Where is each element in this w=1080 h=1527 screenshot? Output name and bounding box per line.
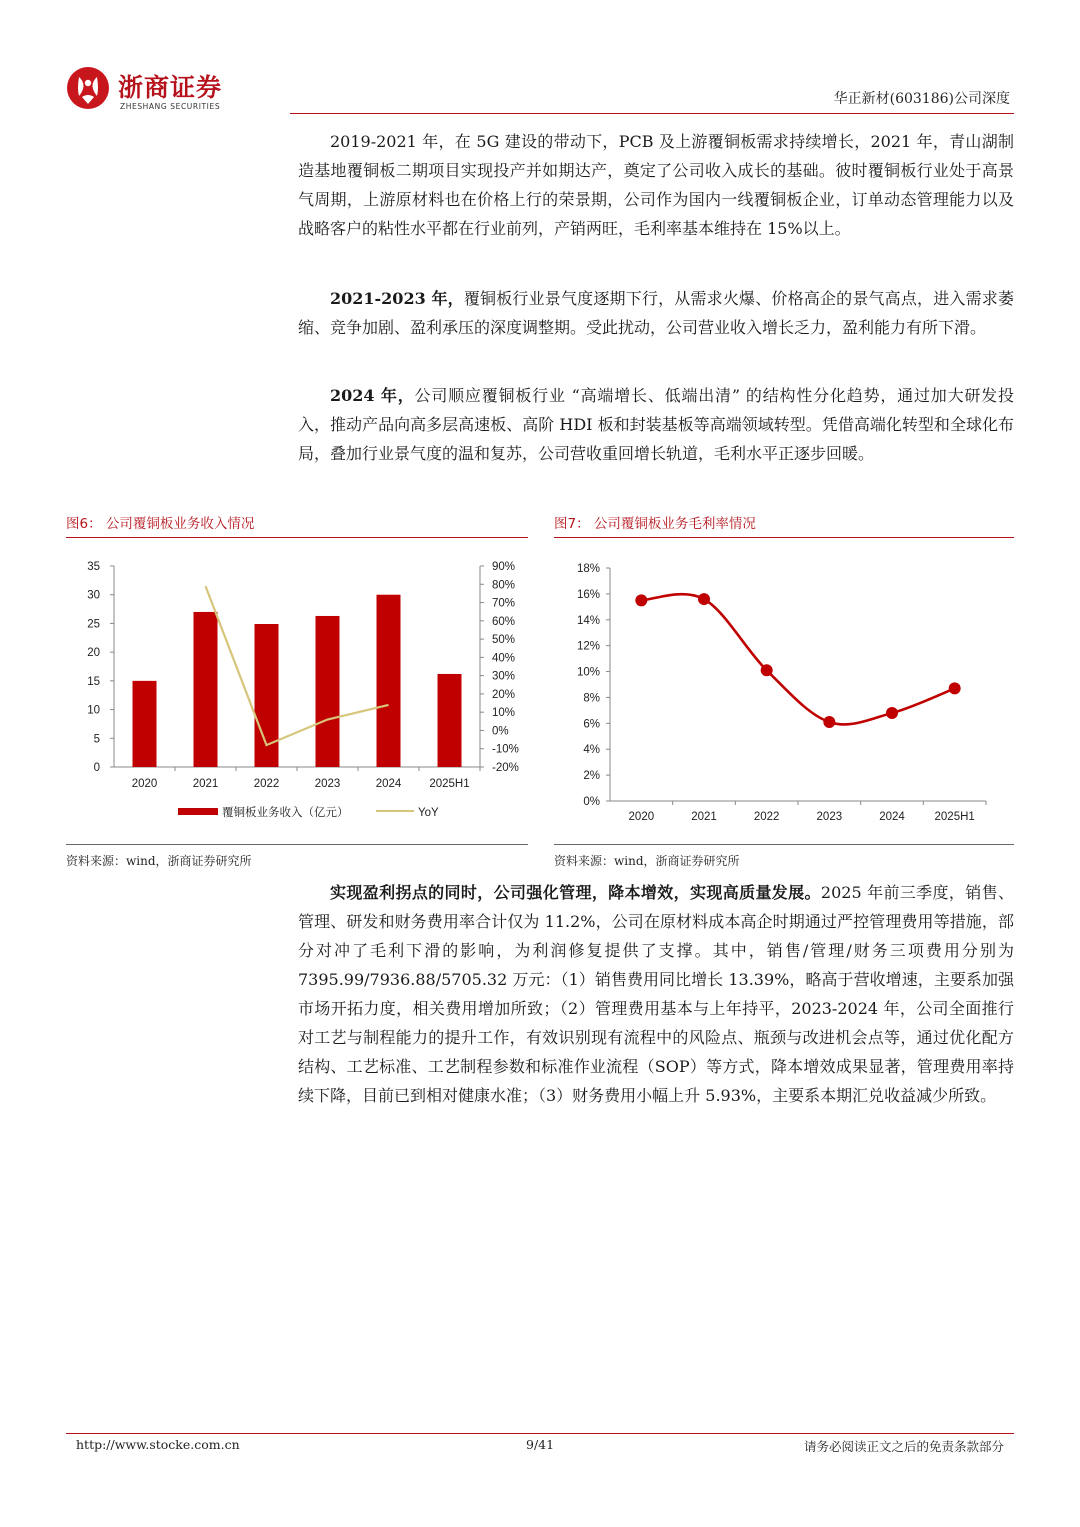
page-number: 9/41 <box>526 1437 555 1452</box>
legend-label-yoy: YoY <box>418 807 439 819</box>
y-tick-label: 20 <box>87 647 100 660</box>
y2-tick-label: 60% <box>492 615 516 628</box>
figure-6-top-rule <box>66 537 528 538</box>
paragraph-4 <box>298 878 1014 1110</box>
y-tick-label: 0% <box>583 796 600 808</box>
x-tick-label: 2020 <box>628 811 655 823</box>
footer-divider <box>66 1433 1014 1434</box>
revenue-bar <box>377 595 401 767</box>
y2-tick-label: -20% <box>492 762 519 774</box>
y-tick-label: 10 <box>87 704 100 717</box>
revenue-bar <box>194 612 218 767</box>
x-tick-label: 2022 <box>753 811 780 823</box>
y2-tick-label: 50% <box>492 634 516 647</box>
gross-margin-point <box>635 594 647 606</box>
paragraph-lead: 实现盈利拐点的同时，公司强化管理，降本增效，实现高质量发展。 <box>330 883 821 902</box>
revenue-bar <box>133 681 157 767</box>
legend-swatch-revenue <box>178 808 218 815</box>
paragraph-2 <box>298 284 1014 342</box>
paragraph-lead: 2024 年， <box>330 386 415 405</box>
x-tick-label: 2025H1 <box>934 811 975 823</box>
legend-label-revenue: 覆铜板业务收入（亿元） <box>222 807 349 819</box>
figure-7-source: 资料来源：wind，浙商证券研究所 <box>554 854 740 868</box>
yoy-line <box>206 586 389 745</box>
revenue-bar <box>438 674 462 767</box>
figure-6-source: 资料来源：wind，浙商证券研究所 <box>66 854 252 868</box>
paragraph-text: 覆铜板行业景气度逐期下行，从需求火爆、价格高企的景气高点，进入需求萎缩、竞争加剧、盈利承压的深度调整期。受此扰动，公司营业收入增长乏力，盈利能力有所下滑。 <box>298 289 1014 337</box>
y2-tick-label: 20% <box>492 688 516 701</box>
y-tick-label: 6% <box>583 718 600 731</box>
gross-margin-chart <box>554 545 1014 837</box>
y-tick-label: 30 <box>87 589 100 602</box>
y-tick-label: 8% <box>583 692 600 705</box>
gross-margin-point <box>761 664 773 676</box>
paragraph-text: 公司顺应覆铜板行业 “高端增长、低端出清” 的结构性分化趋势，通过加大研发投入，推动产品向高多层高速板、高阶 HDI 板和封装基板等高端领域转型。凭借高端化转型和全球化布局，叠加行业景气度的温和复苏，公司营收重回增长轨道，毛利水平正逐步回暖。 <box>298 386 1014 463</box>
y-tick-label: 18% <box>576 563 600 575</box>
y2-tick-label: 10% <box>492 707 516 720</box>
figure-7-bottom-rule <box>554 844 1014 845</box>
y-tick-label: 5 <box>93 733 100 746</box>
figure-7-title: 图7： 公司覆铜板业务毛利率情况 <box>554 516 756 532</box>
y2-tick-label: 40% <box>492 652 516 665</box>
figure-6-title: 图6： 公司覆铜板业务收入情况 <box>66 516 255 532</box>
x-tick-label: 2023 <box>816 811 843 823</box>
x-tick-label: 2022 <box>253 778 280 790</box>
logo-emblem-icon <box>66 66 110 110</box>
company-logo <box>66 66 266 118</box>
paragraph-text: 2019-2021 年，在 5G 建设的带动下，PCB 及上游覆铜板需求持续增长，2021 年，青山湖制造基地覆铜板二期项目实现投产并如期达产，奠定了公司收入成长的基础。彼时覆铜板行业处于高景气周期，上游原材料也在价格上行的荣景期，公司作为国内一线覆铜板企业，订单动态管理能力以及战略客户的粘性水平都在行业前列，产销两旺，毛利率基本维持在 15%以上。 <box>298 132 1014 238</box>
y-tick-label: 2% <box>583 770 600 783</box>
x-tick-label: 2024 <box>879 811 905 823</box>
y2-tick-label: -10% <box>492 743 519 756</box>
y-tick-label: 16% <box>576 588 600 601</box>
footer-url[interactable]: http://www.stocke.com.cn <box>76 1437 240 1452</box>
paragraph-1 <box>298 127 1014 243</box>
logo-text: 浙商证券 <box>118 73 223 102</box>
document-title: 华正新材(603186)公司深度 <box>833 91 1010 107</box>
y2-tick-label: 30% <box>492 670 516 683</box>
y2-tick-label: 90% <box>492 561 516 573</box>
gross-margin-point <box>949 682 961 694</box>
gross-margin-line <box>641 594 954 724</box>
y-tick-label: 10% <box>576 666 600 679</box>
figure-6-bottom-rule <box>66 844 528 845</box>
y-tick-label: 12% <box>576 640 600 653</box>
x-tick-label: 2025H1 <box>429 778 470 790</box>
gross-margin-point <box>698 593 710 605</box>
x-tick-label: 2023 <box>314 778 341 790</box>
y-tick-label: 14% <box>576 614 600 627</box>
footer-disclaimer: 请务必阅读正文之后的免责条款部分 <box>803 1439 1004 1454</box>
revenue-chart <box>66 545 528 837</box>
y2-tick-label: 0% <box>492 725 509 738</box>
y-tick-label: 0 <box>93 762 100 774</box>
x-tick-label: 2021 <box>691 811 717 823</box>
y-tick-label: 15 <box>87 675 100 688</box>
paragraph-lead: 2021-2023 年， <box>330 289 464 308</box>
gross-margin-point <box>823 716 835 728</box>
logo-subtext: ZHESHANG SECURITIES <box>120 102 221 111</box>
y2-tick-label: 80% <box>492 579 516 592</box>
y-tick-label: 35 <box>87 561 100 573</box>
header-divider <box>290 113 1014 114</box>
x-tick-label: 2020 <box>131 778 158 790</box>
page-header <box>60 60 1014 116</box>
paragraph-3 <box>298 381 1014 468</box>
paragraph-text: 2025 年前三季度，销售、管理、研发和财务费用率合计仅为 11.2%，公司在原材料成本高企时期通过严控管理费用等措施，部分对冲了毛利下滑的影响，为利润修复提供了支撑。其中，销售/管理/财务三项费用分别为 7395.99/7936.88/5705.32 万元：（1）销售费用同比增长 13.39%，略高于营收增速，主要系加强市场开拓力度，相关费用增加所致；（2）管理费用基本与上年持平，2023-2024 年，公司全面推行对工艺与制程能力的提升工作，有效识别现有流程中的风险点、瓶颈与改进机会点等，通过优化配方结构、工艺标准、工艺制程参数和标准作业流程（SOP）等方式，降本增效成果显著，管理费用率持续下降，目前已到相对健康水准；（3）财务费用小幅上升 5.93%，主要系本期汇兑收益减少所致。 <box>298 883 1014 1105</box>
gross-margin-point <box>886 707 898 719</box>
figure-7-top-rule <box>554 537 1014 538</box>
x-tick-label: 2021 <box>192 778 219 790</box>
y2-tick-label: 70% <box>492 597 516 610</box>
y-tick-label: 4% <box>583 744 600 757</box>
revenue-bar <box>316 616 340 767</box>
x-tick-label: 2024 <box>375 778 402 790</box>
y-tick-label: 25 <box>87 618 100 631</box>
